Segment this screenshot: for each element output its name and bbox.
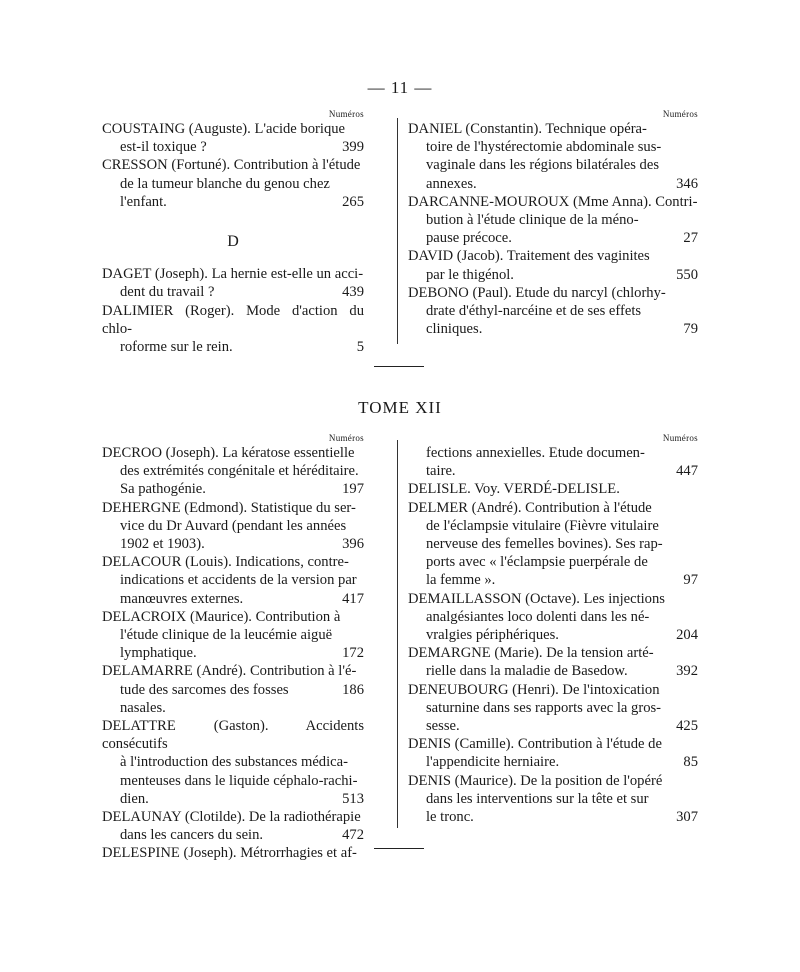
entry-line: DELATTRE (Gaston). Accidents consécutifs	[102, 718, 364, 753]
entry-number: 186	[342, 681, 364, 698]
entry-number: 513	[342, 790, 364, 807]
entry-line: DELAUNAY (Clotilde). De la radiothérapie	[102, 809, 361, 826]
entry-line: toire de l'hystérectomie abdominale sus-	[426, 139, 662, 156]
entry-line: DARCANNE-MOUROUX (Mme Anna). Contri-	[408, 193, 698, 210]
entry-line: CRESSON (Fortuné). Contribution à l'étude	[102, 157, 361, 174]
entry-line: vice du Dr Auvard (pendant les années	[120, 517, 347, 534]
entry-line: saturnine dans ses rapports avec la gros-	[426, 699, 662, 716]
index-entry	[408, 681, 698, 736]
entry-line: vralgies périphériques.	[426, 627, 559, 644]
entry-line: analgésiantes loco dolenti dans les né-	[426, 608, 650, 625]
entry-number: 392	[676, 663, 698, 680]
top-left-entries	[102, 120, 364, 211]
entry-line: taire.	[426, 463, 456, 480]
index-entry	[408, 590, 698, 645]
entry-line: DAVID (Jacob). Traitement des vaginites	[408, 248, 650, 265]
index-entry	[102, 717, 364, 808]
entry-line: DELACOUR (Louis). Indications, contre-	[102, 554, 349, 571]
index-entry	[408, 193, 698, 248]
entry-line: cliniques.	[426, 321, 483, 338]
entry-number: 396	[342, 536, 364, 553]
entry-line: est-il toxique ?	[120, 139, 207, 156]
entry-line: fections annexielles. Etude documen-	[426, 445, 645, 461]
entry-line: de l'éclampsie vitulaire (Fièvre vitulaire	[426, 517, 659, 534]
section-letter: D	[227, 233, 239, 251]
entry-line: DENIS (Maurice). De la position de l'opéré	[408, 772, 663, 789]
bottom-right-column	[408, 432, 698, 826]
entry-line: la femme ».	[426, 572, 496, 589]
column-divider-top	[397, 118, 398, 344]
bottom-left-column	[102, 432, 364, 863]
index-entry	[102, 608, 364, 663]
entry-line: DENEUBOURG (Henri). De l'intoxication	[408, 681, 660, 698]
entry-line: DECROO (Joseph). La kératose essentielle	[102, 445, 355, 461]
index-entry	[408, 644, 698, 680]
entry-number: 5	[356, 339, 364, 356]
entry-number: 425	[676, 718, 698, 735]
entry-number: 197	[342, 481, 364, 498]
entry-line: l'enfant.	[120, 193, 167, 210]
page-number: — 11 —	[367, 78, 433, 97]
entry-line: rielle dans la maladie de Basedow.	[426, 663, 628, 680]
entry-number: 265	[342, 193, 364, 210]
entry-number: 172	[342, 645, 364, 662]
entry-line: DENIS (Camille). Contribution à l'étude de	[408, 736, 662, 753]
index-entry	[102, 120, 364, 156]
index-entry	[102, 302, 364, 357]
numeros-header: Numéros	[662, 433, 698, 443]
entry-line: ports avec « l'éclampsie puerpérale de	[426, 554, 648, 571]
top-right-entries	[408, 120, 698, 338]
entry-line: roforme sur le rein.	[120, 339, 233, 356]
entry-number: 447	[676, 463, 698, 480]
entry-line: dans les interventions sur la tête et sur	[426, 790, 649, 807]
entry-number: 79	[683, 321, 698, 338]
entry-line: DAGET (Joseph). La hernie est-elle un acci-	[102, 266, 364, 283]
entry-line: lymphatique.	[120, 645, 197, 662]
entry-line: annexes.	[426, 175, 477, 192]
entry-line: l'étude clinique de la leucémie aiguë	[120, 627, 333, 644]
entry-number: 27	[683, 230, 698, 247]
entry-number: 97	[683, 572, 698, 589]
numeros-header: Numéros	[328, 433, 364, 443]
entry-line: DALIMIER (Roger). Mode d'action du chlo-	[102, 302, 364, 337]
entry-line: drate d'éthyl-narcéine et de ses effets	[426, 303, 642, 320]
entry-line: Sa pathogénie.	[120, 481, 206, 498]
entry-number: 346	[676, 175, 698, 192]
entry-line: par le thigénol.	[426, 266, 514, 283]
index-entry	[408, 480, 698, 498]
index-entry	[408, 772, 698, 827]
entry-line: l'appendicite herniaire.	[426, 754, 560, 771]
entry-line: nerveuse des femelles bovines). Ses rap-	[426, 536, 663, 553]
bottom-right-entries	[408, 444, 698, 826]
entry-line: DELESPINE (Joseph). Métrorrhagies et af-	[102, 845, 357, 862]
entry-line: dien.	[120, 790, 149, 807]
section-rule	[374, 366, 424, 367]
index-entry	[102, 553, 364, 608]
top-left-entries-d	[102, 265, 364, 356]
entry-line: 1902 et 1903).	[120, 536, 205, 553]
entry-line: DELAMARRE (André). Contribution à l'é-	[102, 663, 357, 680]
entry-line: sesse.	[426, 718, 460, 735]
entry-line: dent du travail ?	[120, 284, 215, 301]
index-entry	[102, 844, 364, 862]
entry-number: 439	[342, 284, 364, 301]
entry-number: 550	[676, 266, 698, 283]
index-entry	[408, 499, 698, 590]
entry-line: à l'introduction des substances médica-	[120, 754, 348, 771]
entry-number: 204	[676, 627, 698, 644]
index-entry	[102, 444, 364, 499]
entry-line: vaginale dans les régions bilatérales des	[426, 157, 660, 174]
index-entry	[408, 120, 698, 193]
index-entry	[408, 444, 698, 480]
entry-number	[358, 844, 364, 862]
bottom-left-entries	[102, 444, 364, 863]
entry-line: indications et accidents de la version par	[120, 572, 357, 589]
end-rule	[374, 848, 424, 849]
entry-line: DELACROIX (Maurice). Contribution à	[102, 608, 341, 625]
index-entry	[102, 156, 364, 211]
entry-line: pause précoce.	[426, 230, 512, 247]
index-entry	[102, 265, 364, 301]
entry-line: dans les cancers du sein.	[120, 827, 264, 844]
entry-line: DEBONO (Paul). Etude du narcyl (chlorhy-	[408, 284, 666, 301]
entry-number: 417	[342, 590, 364, 607]
numeros-header: Numéros	[662, 109, 698, 119]
top-left-column	[102, 108, 364, 356]
index-entry	[102, 808, 364, 844]
entry-line: DEMARGNE (Marie). De la tension arté-	[408, 645, 654, 662]
entry-line: COUSTAING (Auguste). L'acide borique	[102, 121, 346, 137]
entry-line: manœuvres externes.	[120, 590, 244, 607]
entry-number	[692, 480, 698, 498]
entry-number: 85	[683, 754, 698, 771]
index-entry	[408, 284, 698, 339]
entry-line: DELISLE. Voy. VERDÉ-DELISLE.	[408, 481, 620, 498]
entry-number: 399	[342, 139, 364, 156]
index-entry	[408, 247, 698, 283]
entry-line: des extrémités congénitale et héréditaire.	[120, 463, 359, 480]
index-entry	[102, 662, 364, 717]
entry-line: tude des sarcomes des fosses nasales.	[120, 681, 289, 716]
entry-line: de la tumeur blanche du genou chez	[120, 175, 330, 192]
top-right-column	[408, 108, 698, 338]
numeros-header: Numéros	[328, 109, 364, 119]
entry-line: DELMER (André). Contribution à l'étude	[408, 499, 652, 516]
entry-line: DANIEL (Constantin). Technique opéra-	[408, 121, 647, 137]
tome-title: TOME XII	[358, 398, 442, 417]
index-entry	[408, 735, 698, 771]
column-divider-bottom	[397, 440, 398, 828]
entry-line: DEMAILLASSON (Octave). Les injections	[408, 590, 665, 607]
entry-line: bution à l'étude clinique de la méno-	[426, 212, 639, 229]
entry-line: DEHERGNE (Edmond). Statistique du ser-	[102, 499, 356, 516]
entry-line: le tronc.	[426, 809, 474, 826]
entry-line: menteuses dans le liquide céphalo-rachi-	[120, 772, 358, 789]
entry-number: 307	[676, 809, 698, 826]
entry-number: 472	[342, 827, 364, 844]
index-entry	[102, 499, 364, 554]
